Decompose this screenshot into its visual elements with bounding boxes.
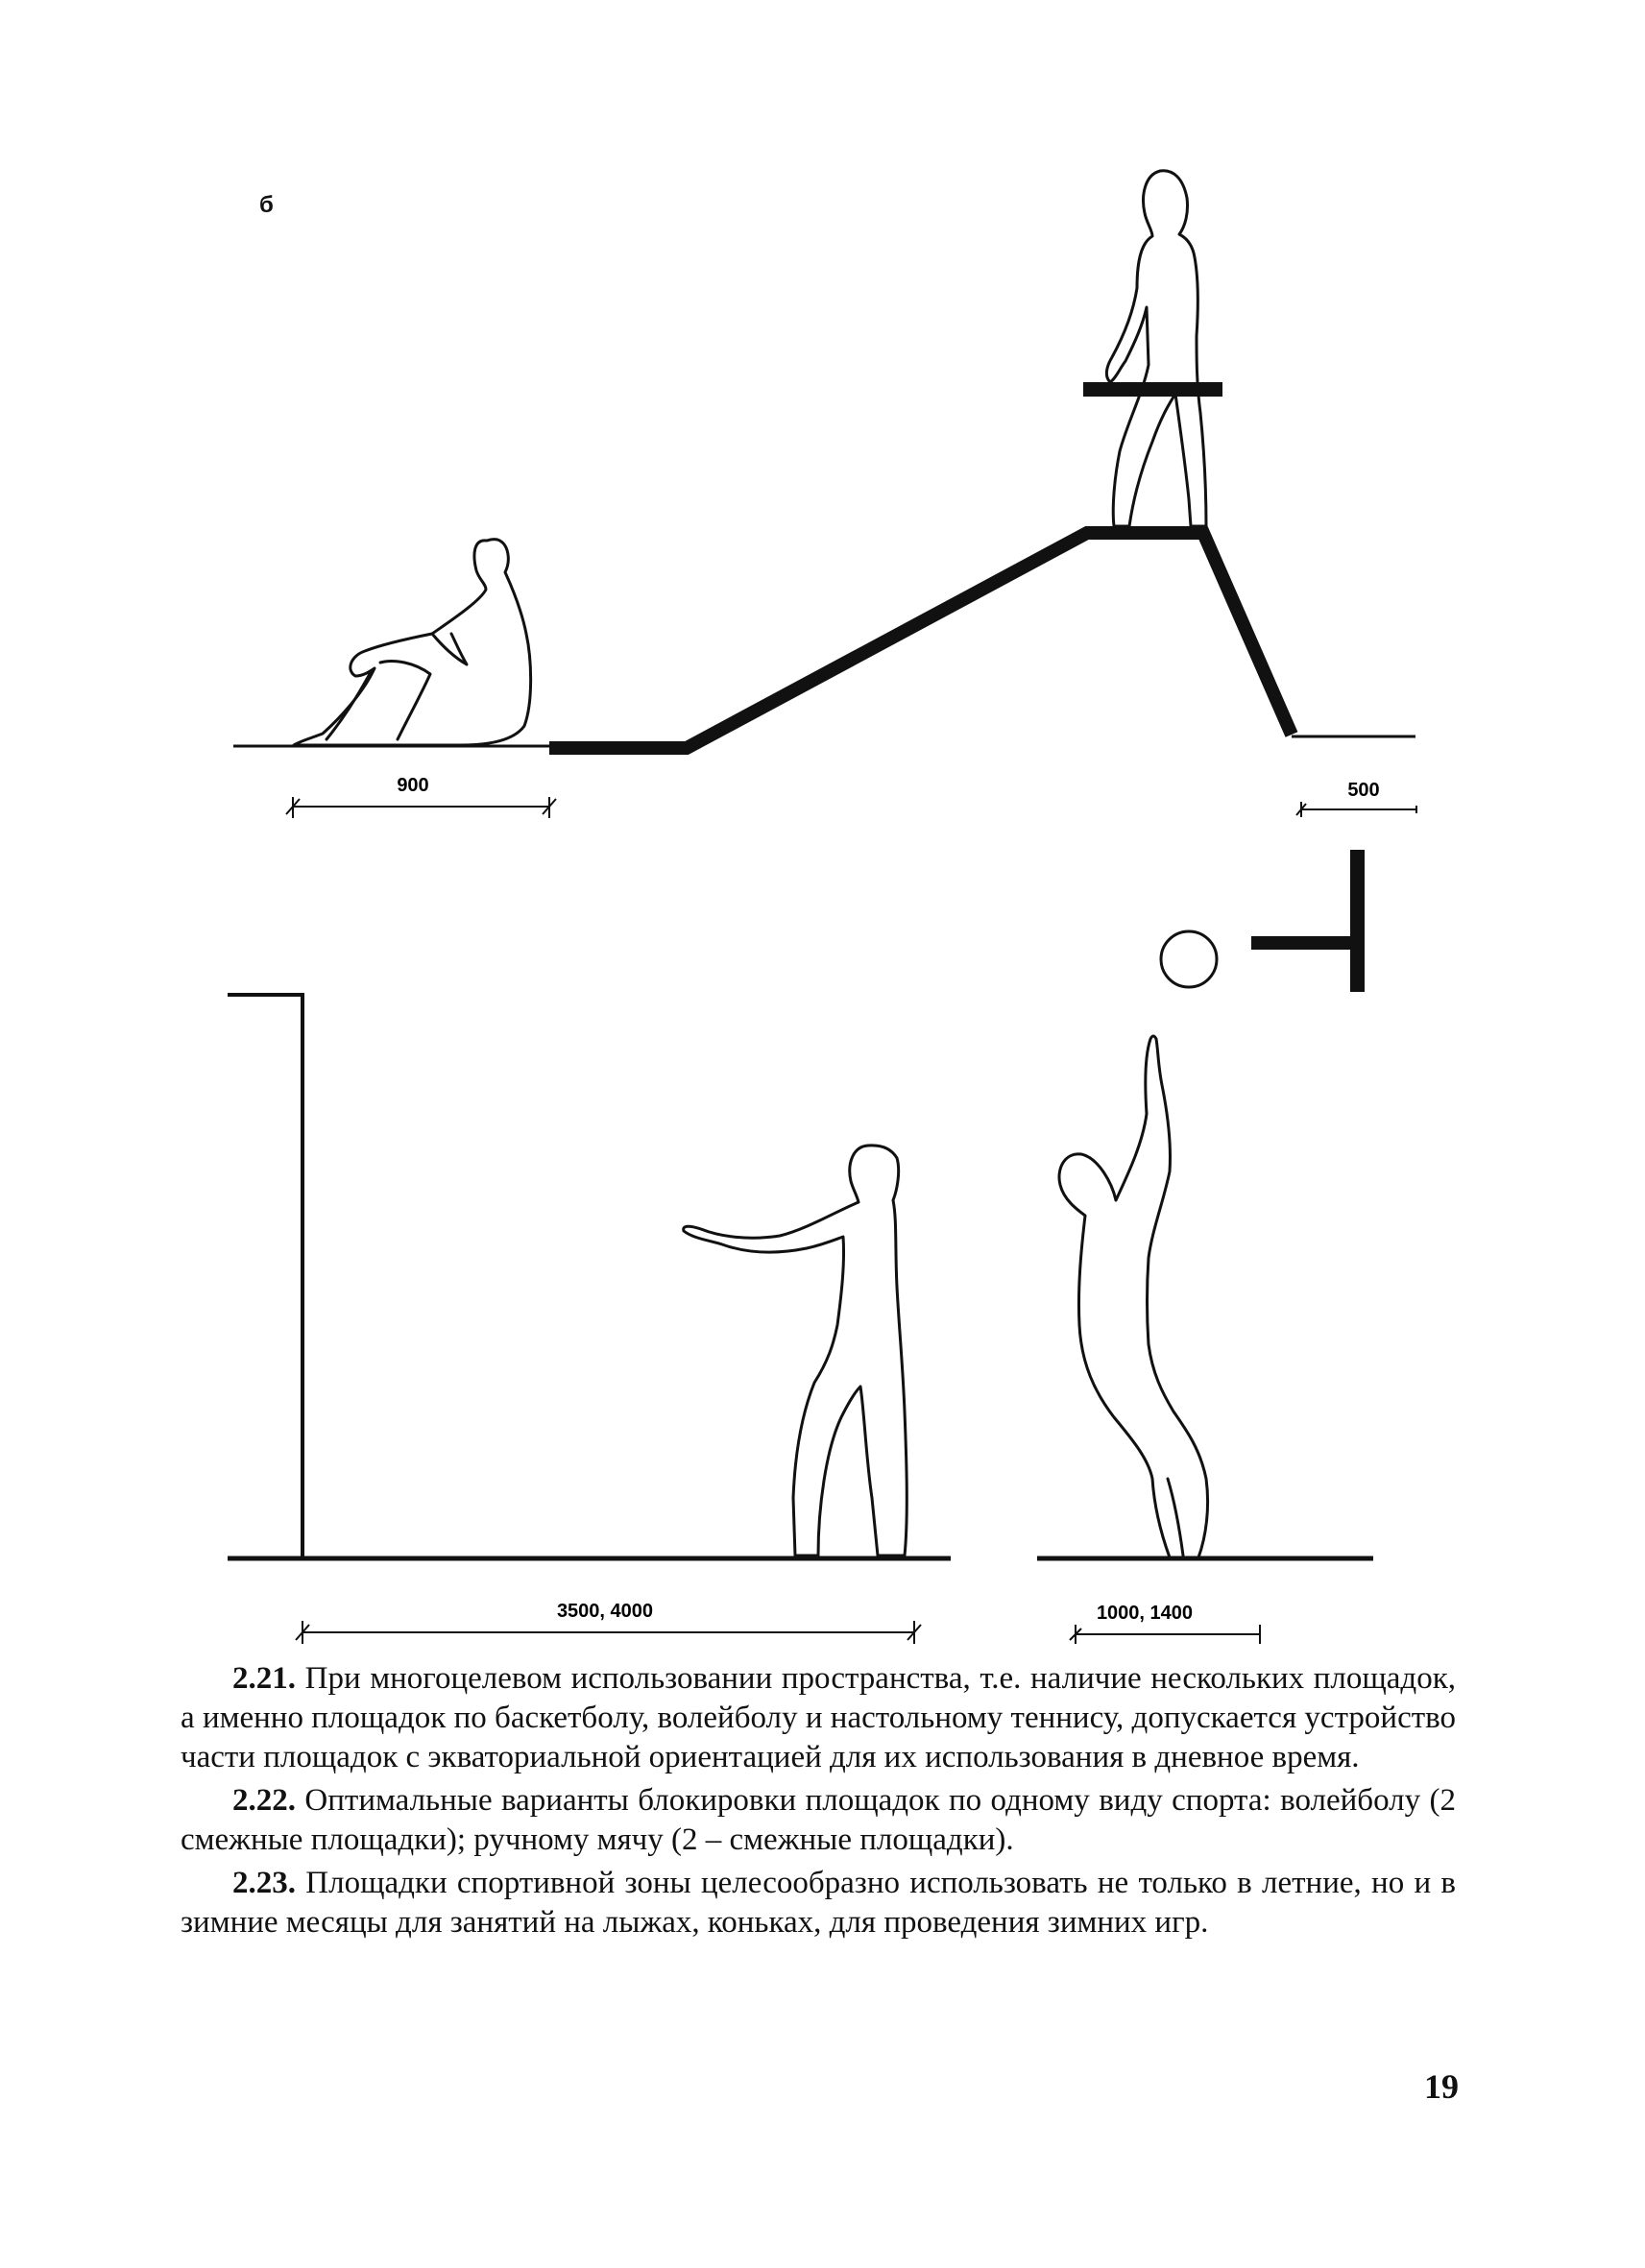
paragraph-text: При многоцелевом использовании пространства, т.е. наличие нескольких площадок, а именно площадок по баскетболу, волейболу и настольному теннису, допускается устройство части площадок с экваториальной ориентацией для их использования в дневное время. [181, 1661, 1457, 1774]
seated-person-figure [294, 540, 531, 745]
dimension-label-3500-4000: 3500, 4000 [556, 1601, 654, 1622]
paragraph-number: 2.23. [232, 1866, 296, 1900]
wall-outline [228, 995, 302, 1556]
backboard [1350, 850, 1365, 992]
railing-bar [1083, 382, 1222, 397]
ball-circle [1161, 931, 1217, 987]
figure-label: б [259, 192, 274, 218]
standing-person-figure [1106, 171, 1206, 526]
slope-profile [549, 533, 1292, 748]
paragraph-2-21 [181, 1659, 1456, 1777]
paragraph-number: 2.21. [232, 1661, 296, 1696]
dimension-label-900: 900 [397, 775, 429, 796]
paragraph-2-23 [181, 1864, 1456, 1942]
page-number: 19 [1424, 2067, 1459, 2106]
paragraph-number: 2.22. [232, 1783, 296, 1818]
throwing-player-figure [684, 1146, 907, 1556]
dimension-900 [286, 797, 556, 818]
dimension-500 [1296, 802, 1416, 817]
dimension-label-500: 500 [1347, 780, 1380, 801]
dimension-3500-4000 [296, 1621, 921, 1644]
paragraph-text: Площадки спортивной зоны целесообразно использовать не только в летние, но и в зимние месяцы для занятий на лыжах, коньках, для проведения зимних игр. [181, 1866, 1456, 1940]
dimension-label-1000-1400: 1000, 1400 [1096, 1603, 1194, 1624]
hoop-arm [1251, 936, 1357, 950]
jumping-player-figure [1059, 1036, 1208, 1557]
paragraph-2-22 [181, 1781, 1456, 1860]
body-text [181, 1659, 1456, 1946]
paragraph-text: Оптимальные варианты блокировки площадок по одному виду спорта: волейболу (2 смежные площадки); ручному мячу (2 – смежные площадки). [181, 1783, 1457, 1857]
dimension-1000-1400 [1070, 1625, 1260, 1644]
